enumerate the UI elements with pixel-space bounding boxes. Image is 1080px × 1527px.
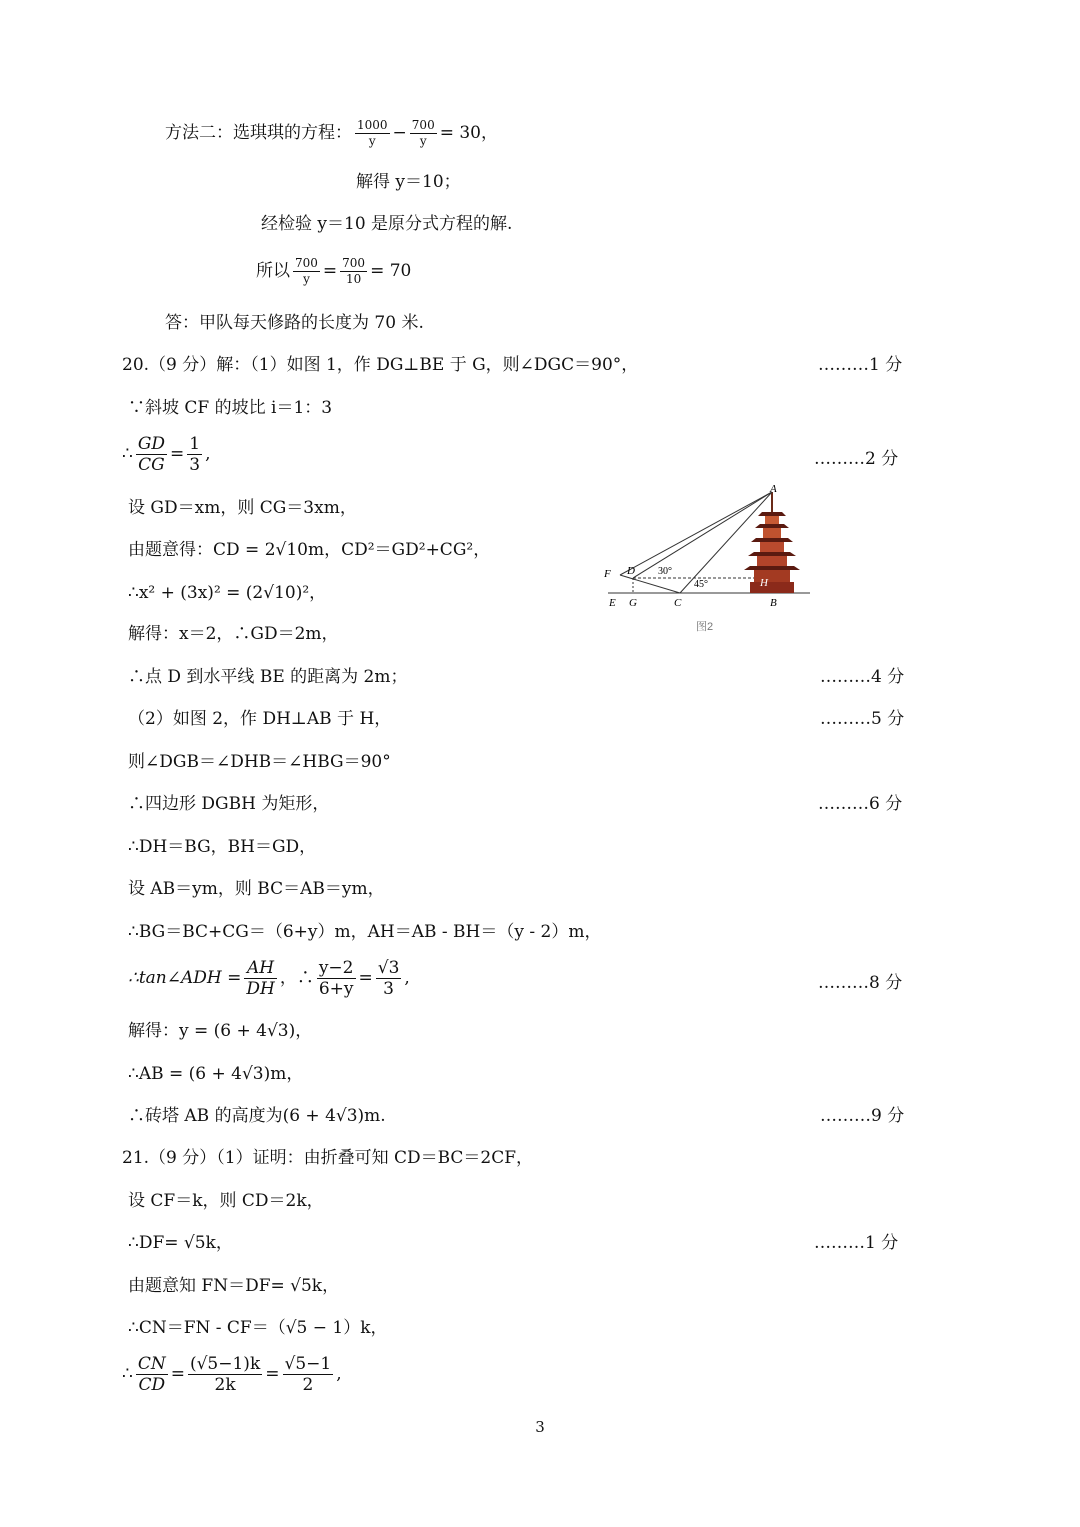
score-9: ………9 分	[820, 1106, 905, 1126]
q20-line-16: 解得：y = (6 + 4√3)，	[128, 1021, 313, 1041]
q20-line-12: ∴DH＝BG，BH＝GD，	[128, 837, 317, 857]
q20-line-13: 设 AB＝ym，则 BC＝AB＝ym，	[128, 879, 385, 899]
fraction-700-y: $\frac{700}{y}$	[411, 118, 435, 148]
q21-line-4: 由题意知 FN＝DF= √5k，	[128, 1276, 340, 1296]
fraction-ah-dh: $\frac{AH}{DH}$	[246, 958, 275, 999]
page-number: 3	[535, 1418, 545, 1436]
q20-line-4: 设 GD＝xm，则 CG＝3xm，	[128, 498, 357, 518]
q20-line-6: ∴x² + (3x)² = (2√10)²，	[128, 583, 327, 603]
so-line: 所以 $\frac{700}{y}$ = $\frac{700}{10}$ = 70	[256, 256, 412, 286]
q20-line-9: （2）如图 2，作 DH⊥AB 于 H，	[128, 709, 392, 729]
figure-caption: 图2	[696, 621, 714, 633]
q20-line-7: 解得：x＝2，∴GD＝2m，	[128, 624, 339, 644]
label-c: C	[674, 597, 682, 609]
q20-line-14: ∴BG＝BC+CG＝（6+y）m，AH＝AB - BH＝（y - 2）m，	[128, 922, 602, 942]
q21-line-2: 设 CF＝k，则 CD＝2k，	[128, 1191, 324, 1211]
fraction-y2-6y: $\frac{y-2}{6+y}$	[318, 958, 354, 999]
score-2: ………2 分	[814, 449, 899, 469]
figure-2-pagoda-diagram	[600, 482, 816, 642]
label-h: H	[760, 577, 768, 589]
line-da	[633, 492, 772, 578]
line-fa	[620, 492, 772, 575]
pagoda-icon	[744, 492, 800, 593]
q20-line-17: ∴AB = (6 + 4√3)m，	[128, 1064, 304, 1084]
score-8: ………8 分	[818, 973, 903, 993]
label-g: G	[629, 597, 637, 609]
method2-equation-line: 方法二：选琪琪的方程： $\frac{1000}{y}$ − $\frac{700}{y}$ = 30，	[165, 118, 498, 148]
fraction-1000-y: $\frac{1000}{y}$	[357, 118, 388, 148]
label-a: A	[770, 483, 777, 495]
score-5: ………5 分	[820, 709, 905, 729]
label-angle-45: 45°	[694, 579, 708, 590]
q21-line-5: ∴CN＝FN - CF＝（√5 − 1）k，	[128, 1318, 388, 1338]
label-e: E	[609, 597, 616, 609]
label-b: B	[770, 597, 777, 609]
q20-line-10: 则∠DGB＝∠DHB＝∠HBG＝90°	[128, 752, 391, 772]
fraction-1-3: $\frac{1}{3}$	[189, 434, 201, 475]
score-1: ………1 分	[818, 355, 903, 375]
q20-line-11: ∴四边形 DGBH 为矩形，	[128, 794, 330, 814]
score-4: ………4 分	[820, 667, 905, 687]
fraction-cn-cd: $\frac{CN}{CD}$	[137, 1354, 166, 1395]
q21-heading: 21.（9 分）（1）证明：由折叠可知 CD＝BC＝2CF，	[122, 1148, 534, 1168]
fraction-sqrt5-1-k: $\frac{(√5-1)k}{2k}$	[189, 1354, 261, 1395]
q20-line-5: 由题意得：CD = 2√10m，CD²＝GD²+CG²，	[128, 540, 491, 560]
q21-line-6: ∴ $\frac{CN}{CD}$ = $\frac{(√5-1)k}{2k}$ = $\frac{√5-1}{2}$ ,	[122, 1354, 342, 1395]
q20-line-2: ∵斜坡 CF 的坡比 i＝1：3	[128, 398, 333, 418]
solve-y-line: 解得 y＝10；	[356, 172, 461, 192]
q20-line-18: ∴砖塔 AB 的高度为(6 + 4√3)m.	[128, 1106, 386, 1126]
check-y-line: 经检验 y＝10 是原分式方程的解.	[261, 214, 513, 234]
fraction-sqrt5-1-2: $\frac{√5-1}{2}$	[284, 1354, 332, 1395]
fraction-700-y-2: $\frac{700}{y}$	[295, 256, 318, 286]
score-21-1: ………1 分	[814, 1233, 899, 1253]
q20-line-8: ∴点 D 到水平线 BE 的距离为 2m；	[128, 667, 408, 687]
q20-line-3: ∴ $\frac{GD}{CG}$ = $\frac{1}{3}$ ,	[122, 434, 211, 475]
label-angle-30: 30°	[658, 566, 672, 577]
method2-prefix: 方法二：选琪琪的方程：	[165, 123, 352, 143]
fraction-700-10: $\frac{700}{10}$	[342, 256, 366, 286]
q20-line-15: ∴tan∠ADH = $\frac{AH}{DH}$ ，∴ $\frac{y-2}{6+y}$ = $\frac{√3}{3}$ ,	[128, 958, 410, 999]
q21-line-3: ∴DF= √5k，	[128, 1233, 233, 1253]
q20-heading: 20.（9 分）解：（1）如图 1，作 DG⊥BE 于 G，则∠DGC＝90°，	[122, 355, 639, 375]
label-f: F	[604, 568, 611, 580]
fraction-gd-cg: $\frac{GD}{CG}$	[137, 434, 166, 475]
answer-line: 答：甲队每天修路的长度为 70 米.	[165, 313, 424, 333]
label-d: D	[627, 565, 635, 577]
fraction-sqrt3-3: $\frac{√3}{3}$	[377, 958, 400, 999]
score-6: ………6 分	[818, 794, 903, 814]
